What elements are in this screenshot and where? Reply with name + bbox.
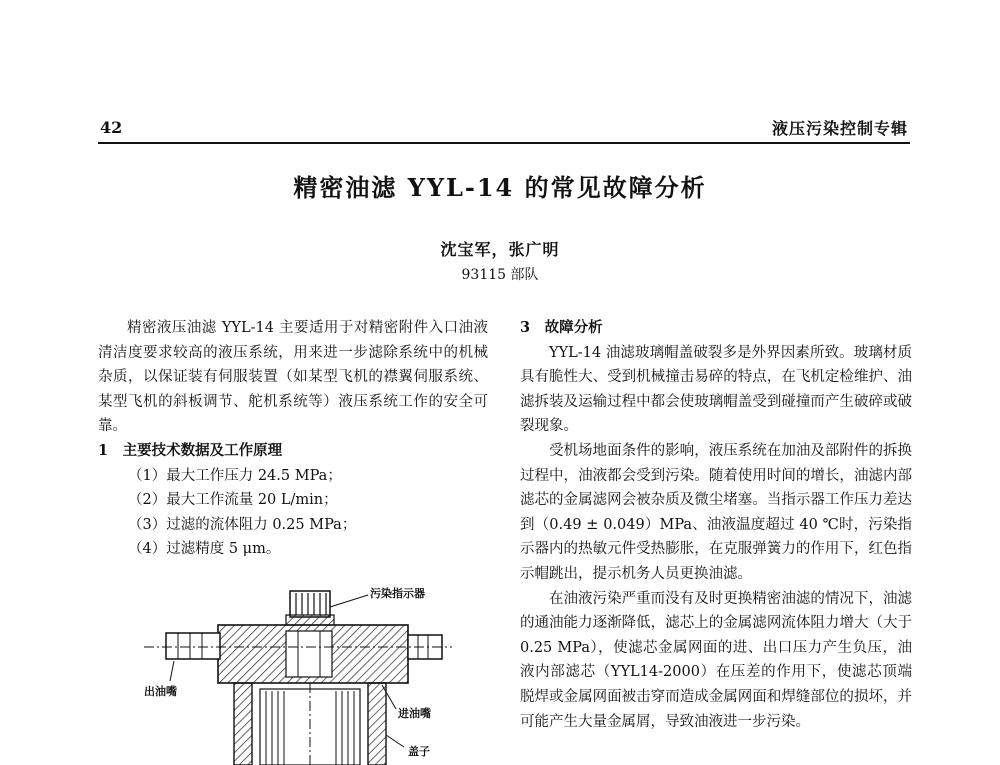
section-1-heading: 1 主要技术数据及工作原理 — [98, 441, 283, 459]
left-column — [98, 316, 488, 562]
spec-item: （1）最大工作压力 24.5 MPa； — [128, 467, 342, 484]
label-cap: 盖子 — [408, 745, 430, 758]
filter-cross-section-figure — [130, 585, 460, 765]
article-title: 精密油滤 YYL-14 的常见故障分析 — [293, 173, 707, 202]
spec-item: （3）过滤的流体阻力 0.25 MPa； — [128, 516, 357, 533]
header-rule — [98, 142, 910, 144]
page-number: 42 — [100, 118, 123, 137]
spec-item: （4）过滤精度 5 μm。 — [128, 541, 281, 558]
intro-paragraph: 精密液压油滤 YYL-14 主要适用于对精密附件入口油液清洁度要求较高的液压系统，用来进一步滤除系统中的机械杂质，以保证装有伺服装置（如某型飞机的襟翼伺服系统、某型飞机的斜板调节、舵机系统等）液压系统工作的安全可靠。 — [98, 320, 488, 435]
running-header: 液压污染控制专辑 — [771, 119, 908, 138]
article-authors: 沈宝军，张广明 — [440, 240, 560, 259]
label-outlet: 出油嘴 — [144, 685, 177, 698]
article-affiliation: 93115 部队 — [461, 267, 539, 283]
label-inlet: 进油嘴 — [398, 707, 431, 720]
body-paragraph: 受机场地面条件的影响，液压系统在加油及部附件的拆换过程中，油液都会受到污染。随着使用时间的增长，油滤内部滤芯的金属滤网会被杂质及微尘堵塞。当指示器工作压力差达到（0.49 ± 0.049）MPa、油液温度超过 40 ℃时，污染指示器内的热敏元件受热膨胀，在克服弹簧力的作用下，红色指示帽跳出，提示机务人员更换油滤。 — [520, 442, 912, 582]
filter-drawing — [130, 585, 460, 765]
label-indicator: 污染指示器 — [370, 587, 425, 600]
spec-item: （2）最大工作流量 20 L/min； — [128, 492, 338, 509]
right-column — [520, 316, 912, 734]
section-3-heading: 3 故障分析 — [520, 319, 603, 336]
body-paragraph: 在油液污染严重而没有及时更换精密油滤的情况下，油滤的通油能力逐渐降低，滤芯上的金属滤网流体阻力增大（大于 0.25 MPa），使滤芯金属网面的进、出口压力产生负压，油液内部滤芯（YYL14-2000）在压差的作用下，使滤芯顶端脱焊或金属网面被击穿而造成金属网面和焊缝部位的损坏，并可能产生大量金属屑，导致油液进一步污染。 — [520, 590, 912, 730]
body-paragraph: YYL-14 油滤玻璃帽盖破裂多是外界因素所致。玻璃材质具有脆性大、受到机械撞击易碎的特点，在飞机定检维护、油滤拆装及运输过程中都会使玻璃帽盖受到碰撞而产生破碎或破裂现象。 — [520, 344, 912, 435]
outlet-nozzle — [166, 633, 220, 659]
